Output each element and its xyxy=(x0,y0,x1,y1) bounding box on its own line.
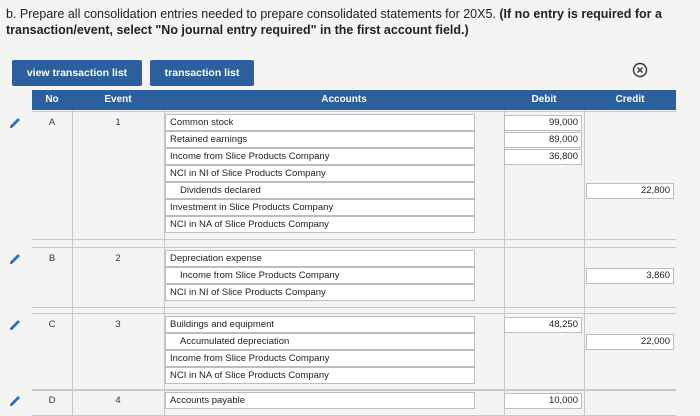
question-text xyxy=(6,6,691,38)
entry-event: 1 xyxy=(115,117,121,128)
entry-event: 3 xyxy=(115,319,121,330)
header-credit: Credit xyxy=(615,94,645,105)
close-icon[interactable] xyxy=(632,62,648,78)
row-divider xyxy=(32,111,676,112)
edit-icon[interactable] xyxy=(8,394,22,408)
account-field[interactable]: Retained earnings xyxy=(165,131,475,148)
edit-icon[interactable] xyxy=(8,116,22,130)
entry-no: B xyxy=(48,253,56,264)
transaction-list-button[interactable]: transaction list xyxy=(150,60,254,86)
account-field[interactable]: NCI in NA of Slice Products Company xyxy=(165,216,475,233)
account-field[interactable]: NCI in NA of Slice Products Company xyxy=(165,367,475,384)
row-divider xyxy=(32,247,676,248)
account-field[interactable]: NCI in NI of Slice Products Company xyxy=(165,284,475,301)
question-note: (If no entry is required for a transaction/event, select "No journal entry required" in the first account field.) xyxy=(6,7,662,37)
row-divider xyxy=(32,307,676,308)
table-header xyxy=(32,90,676,110)
entry-event: 2 xyxy=(115,253,121,264)
account-field[interactable]: Income from Slice Products Company xyxy=(165,350,475,367)
account-field[interactable]: Investment in Slice Products Company xyxy=(165,199,475,216)
account-field[interactable]: Accounts payable xyxy=(165,392,475,409)
entry-no: D xyxy=(48,395,56,406)
debit-field[interactable]: 99,000 xyxy=(504,115,582,131)
account-field[interactable]: Income from Slice Products Company xyxy=(165,267,475,284)
header-accounts: Accounts xyxy=(321,94,367,105)
debit-field[interactable]: 48,250 xyxy=(504,317,582,333)
account-field[interactable]: NCI in NI of Slice Products Company xyxy=(165,165,475,182)
view-transaction-list-button[interactable]: view transaction list xyxy=(12,60,142,86)
debit-field[interactable]: 89,000 xyxy=(504,132,582,148)
entry-event: 4 xyxy=(115,395,121,406)
header-event: Event xyxy=(104,94,132,105)
account-field[interactable]: Dividends declared xyxy=(165,182,475,199)
header-debit: Debit xyxy=(531,94,557,105)
credit-field[interactable]: 22,000 xyxy=(586,334,674,350)
row-divider xyxy=(32,239,676,240)
row-divider xyxy=(32,313,676,314)
entry-no: A xyxy=(48,117,56,128)
row-divider xyxy=(32,389,676,390)
column-divider xyxy=(584,110,585,416)
edit-icon[interactable] xyxy=(8,318,22,332)
credit-field[interactable]: 22,800 xyxy=(586,183,674,199)
debit-field[interactable]: 10,000 xyxy=(504,393,582,409)
edit-icon[interactable] xyxy=(8,252,22,266)
question-body: b. Prepare all consolidation entries needed to prepare consolidated statements for 20X5. xyxy=(6,7,496,21)
account-field[interactable]: Buildings and equipment xyxy=(165,316,475,333)
entry-no: C xyxy=(48,319,56,330)
row-divider xyxy=(32,390,676,391)
account-field[interactable]: Depreciation expense xyxy=(165,250,475,267)
account-field[interactable]: Accumulated depreciation xyxy=(165,333,475,350)
account-field[interactable]: Common stock xyxy=(165,114,475,131)
header-no: No xyxy=(45,94,59,105)
credit-field[interactable]: 3,860 xyxy=(586,268,674,284)
debit-field[interactable]: 36,800 xyxy=(504,149,582,165)
account-field[interactable]: Income from Slice Products Company xyxy=(165,148,475,165)
